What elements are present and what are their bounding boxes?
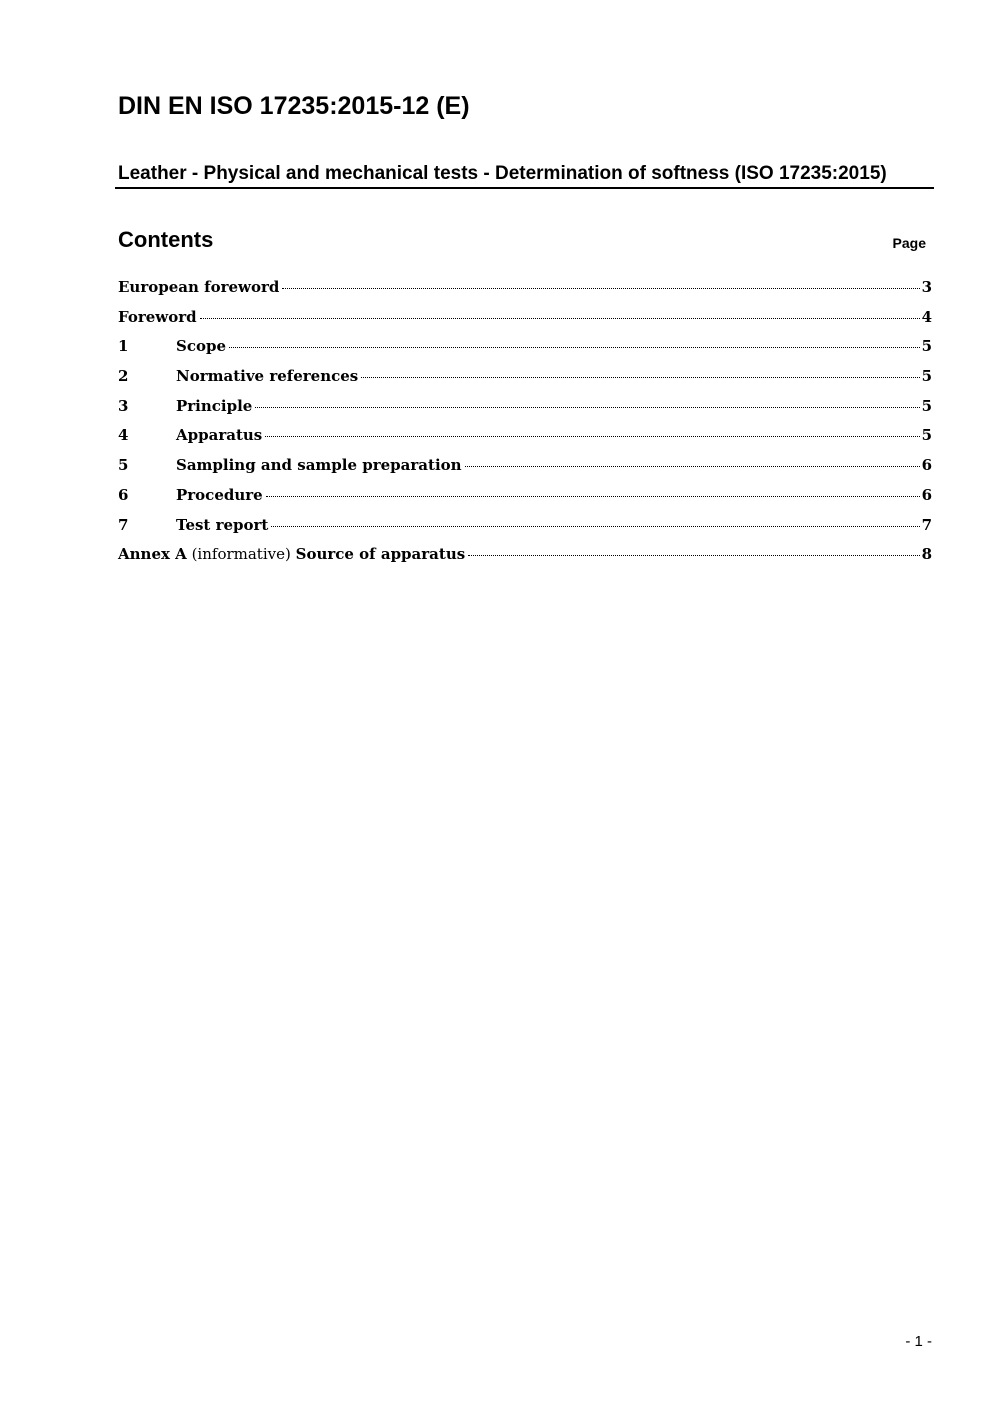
toc-entry-number: 6 xyxy=(118,485,129,504)
toc-entry-number: 7 xyxy=(118,515,129,534)
toc-entry-page: 7 xyxy=(921,515,932,534)
toc-entry-label: Test report xyxy=(176,515,269,534)
toc-entry-page: 6 xyxy=(921,456,932,475)
toc-leader-dots xyxy=(229,347,920,348)
toc-leader-dots xyxy=(200,318,920,319)
toc-entry-european-foreword[interactable] xyxy=(118,278,932,308)
document-title: Leather - Physical and mechanical tests - Determination of softness (ISO 17235:2015) xyxy=(115,161,934,189)
toc-entry-normative-references[interactable] xyxy=(118,367,932,397)
toc-leader-dots xyxy=(271,526,919,527)
toc-entry-number: 5 xyxy=(118,456,129,475)
toc-entry-page: 5 xyxy=(921,426,932,445)
toc-entry-label: Procedure xyxy=(176,485,263,504)
toc-entry-label: Scope xyxy=(176,337,227,356)
page-number: - 1 - xyxy=(905,1333,932,1350)
toc-entry-scope[interactable] xyxy=(118,337,932,367)
annex-qualifier: (informative) xyxy=(191,545,291,564)
toc-entry-annex-a[interactable] xyxy=(118,545,932,575)
toc-entry-principle[interactable] xyxy=(118,397,932,427)
toc-entry-page: 5 xyxy=(921,337,932,356)
toc-entry-label: Foreword xyxy=(118,307,197,326)
toc-entry-apparatus[interactable] xyxy=(118,426,932,456)
toc-leader-dots xyxy=(361,377,919,378)
toc-entry-label: Principle xyxy=(176,396,253,415)
toc-entry-label: Sampling and sample preparation xyxy=(176,456,462,475)
toc-leader-dots xyxy=(255,407,919,408)
toc-entry-label: Normative references xyxy=(176,367,359,386)
toc-entry-number: 3 xyxy=(118,396,129,415)
toc-entry-number: 4 xyxy=(118,426,129,445)
toc-entry-number: 1 xyxy=(118,337,129,356)
toc-heading: Contents xyxy=(118,227,214,252)
toc-entry-page: 4 xyxy=(921,307,932,326)
toc-entry-page: 3 xyxy=(921,278,932,296)
annex-prefix: Annex A xyxy=(118,545,187,564)
toc-entry-page: 8 xyxy=(921,545,932,564)
toc-leader-dots xyxy=(468,555,919,556)
toc-leader-dots xyxy=(266,496,920,497)
annex-title: Source of apparatus xyxy=(295,545,466,564)
toc-entry-number: 2 xyxy=(118,367,129,386)
table-of-contents xyxy=(118,278,932,575)
document-id: DIN EN ISO 17235:2015-12 (E) xyxy=(118,92,470,120)
toc-entry-page: 5 xyxy=(921,396,932,415)
toc-entry-foreword[interactable] xyxy=(118,308,932,338)
toc-entry-page: 5 xyxy=(921,367,932,386)
toc-leader-dots xyxy=(465,466,920,467)
toc-entry-label xyxy=(118,545,465,563)
toc-leader-dots xyxy=(265,436,919,437)
toc-entry-test-report[interactable] xyxy=(118,516,932,546)
toc-entry-sampling[interactable] xyxy=(118,456,932,486)
toc-entry-procedure[interactable] xyxy=(118,486,932,516)
toc-entry-page: 6 xyxy=(921,485,932,504)
toc-leader-dots xyxy=(282,288,919,289)
toc-entry-label: Apparatus xyxy=(176,426,263,445)
toc-page-column-label: Page xyxy=(892,235,926,251)
toc-entry-label: European foreword xyxy=(118,278,280,296)
